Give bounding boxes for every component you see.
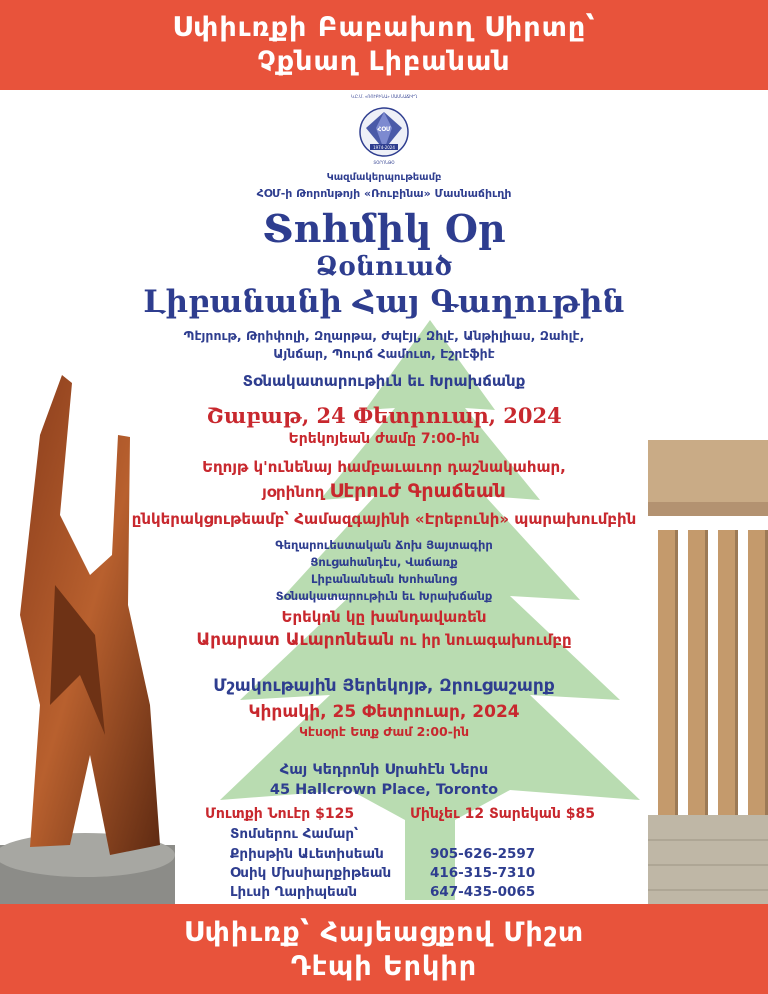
contact-phone[interactable]: 647-435-0065 (430, 884, 536, 900)
logo-mid-text: ՀՕՄ (377, 126, 391, 133)
band-line-1: Երեկոն կը խանդավառեն (281, 608, 487, 626)
event1-music-line-1: Եղոյթ կ'ունենայ համբաւաւոր դաշնակահար, (202, 458, 566, 476)
title-community: Լիբանանի Հայ Գաղութին (143, 284, 625, 320)
footer-band (0, 904, 768, 994)
logo-years: 1974-2024 (373, 145, 395, 150)
contact-name: Օսիկ Մխսիարքիթեան (230, 865, 392, 881)
venue-address: 45 Hallcrown Place, Toronto (269, 782, 499, 798)
pianist-name: Սէրուժ Գրաճեան (329, 480, 506, 502)
organization-logo (348, 94, 420, 170)
music-prefix: յօրինող (262, 483, 330, 501)
event2-time: Կէսօրէ Ետք Ժամ 2:00-ին (298, 724, 469, 739)
event1-detail-2: Ցուցահանդէս, Վաճառք (310, 555, 458, 569)
event1-time: Երեկոյեան ժամը 7:00-ին (288, 431, 480, 447)
event1-detail-4: Տօնակատարութիւն եւ Խրախճանք (275, 589, 493, 603)
event1-detail-3: Լիբանանեան Խոհանոց (311, 572, 457, 586)
cities-line-2: Այնճար, Պուրճ Համուտ, Էշրէֆիէ (273, 346, 495, 361)
organizer-name: ՀՕՄ-ի Թորոնթոյի «Ռուբինա» Մասնաճիւղի (256, 187, 512, 200)
band-leader-name: Արարատ Աւարոնեան (196, 630, 395, 650)
band-line-2 (0, 630, 768, 650)
event1-music-line-2 (0, 480, 768, 502)
title-dedicated: Ձօնուած (315, 252, 453, 282)
organizer-label: Կազմակերպութեամբ (326, 172, 442, 183)
event2-name: Մշակութային Յերեկոյթ, Զրուցաշարք (213, 676, 555, 696)
event1-music-line-3: ընկերակցութեամբ՝ Համազգայինի «Էրեբունի» պարախումբին (131, 510, 637, 528)
band-rest: ու իր նուագախումբը (394, 631, 572, 649)
event1-detail-1: Գեղարուեստական Ճոխ Յայտագիր (275, 538, 493, 552)
header-band (0, 0, 768, 90)
contact-name: Լիւսի Ղարիպեան (230, 884, 358, 900)
logo-top-text: Կ.Ը.Մ. «ՌՈՒԲԻՆԱ» ՄԱՍՆԱՃԻՒՂ (350, 94, 418, 99)
venue-line-1: Հայ Կեդրոնի Սրահէն Ներս (279, 762, 489, 778)
event1-date: Շաբաթ, 24 Փետրուար, 2024 (206, 403, 562, 428)
footer-line-2: Դէպի Երկիր (290, 951, 478, 982)
footer-line-1: Սփիւռք՝ Հայեացքով Միշտ (183, 917, 585, 948)
title-main: Տոհմիկ Օր (262, 206, 506, 251)
contact-phone[interactable]: 905-626-2597 (430, 846, 536, 862)
event2-date: Կիրակի, 25 Փետրուար, 2024 (248, 702, 520, 722)
price-child: Մինչեւ 12 Տարեկան $85 (410, 806, 596, 822)
contact-phone[interactable]: 416-315-7310 (430, 865, 536, 881)
contact-name: Քրիսթին Աւետիսեան (230, 846, 384, 862)
event1-name: Տօնակատարութիւն եւ Խրախճանք (242, 372, 526, 390)
price-adult: Մուտքի Նուէր $125 (205, 806, 355, 822)
cities-line-1: Պէյրութ, Թրիփոլի, Զղարթա, Ժպէյլ, Զհլէ, Անթիլիաս, Զահլէ, (183, 328, 585, 343)
logo-bottom-text: ՏՕՐՈՆԹՕ (373, 160, 395, 165)
header-line-1: Սփիւռքի Բաբախող Սիրտը՝ (172, 12, 596, 43)
header-line-2: Չքնաղ Լիբանան (257, 46, 511, 77)
contacts-label: Տոմսերու Համար՝ (230, 826, 359, 842)
